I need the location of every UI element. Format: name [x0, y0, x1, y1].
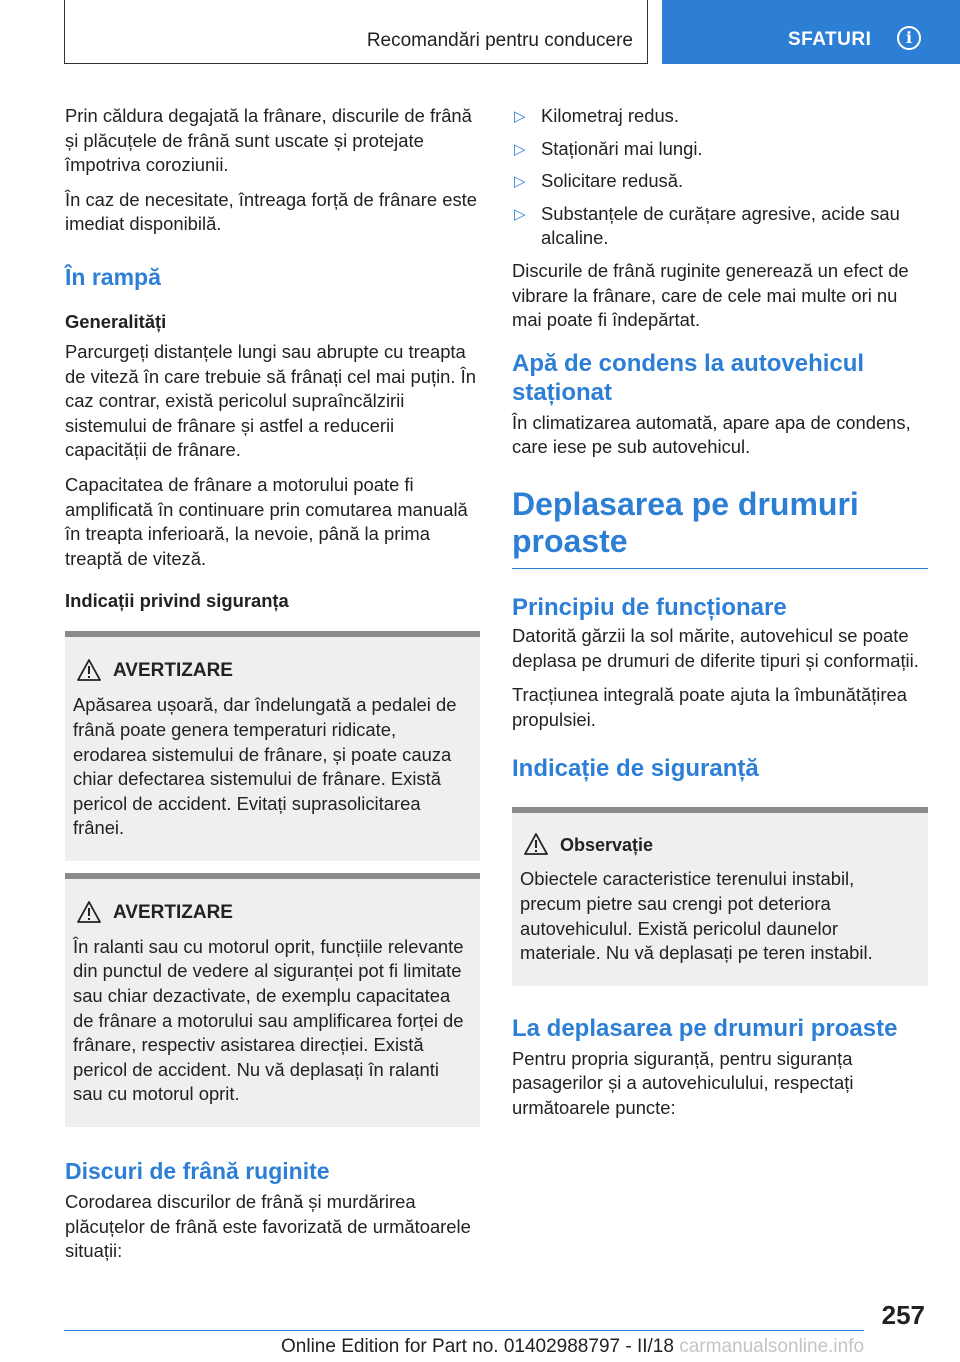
header-section-box [64, 0, 648, 64]
heading-condensation: Apă de condens la autovehicul staționat [512, 349, 865, 406]
paragraph: Capacitatea de frânare a motorului poate fi amplificată în continuare prin comutarea manuală în treapta inferioară, la nevoie, până la prima treaptă de viteză. [65, 473, 468, 569]
list-item: ▷ Kilometraj redus. [512, 104, 928, 129]
paragraph: Corodarea discurilor de frână și murdărirea plăcuțelor de frână este favorizată de următoarele situații: [65, 1191, 471, 1262]
paragraph: Tracțiunea integrală poate ajuta la îmbunătățirea propulsiei. [512, 684, 907, 730]
paragraph: Datorită gărzii la sol mărite, autovehicul se poate deplasa pe drumuri de diferite tipuri și conformații. [512, 624, 919, 671]
note-text: Obiectele caracteristice terenului instabil, precum pietre sau crengi pot deteriora autovehiculul. Există pericolul daunelor materiale. Nu vă deplasați pe teren instabil. [520, 868, 873, 964]
warning-text: Apăsarea ușoară, dar îndelungată a pedalei de frână poate genera temperaturi ridicate, erodarea sistemului de frânare, și poate cauza chiar defectarea sistemului de frânare. Există pericol de accident. Evitați suprasolicitarea frânei. [73, 694, 457, 839]
list-item: ▷ Solicitare redusă. [512, 169, 928, 194]
list-item: ▷ Staționări mai lungi. [512, 137, 928, 162]
note-title: Observație [560, 835, 654, 856]
paragraph: În caz de necesitate, întreaga forță de frânare este imediat disponibilă. [65, 188, 478, 235]
header-chapter-title: SFATURI [788, 29, 872, 50]
right-column [512, 104, 928, 1130]
heading-driving-rough-roads: La deplasarea pe drumuri proaste [512, 1014, 898, 1042]
left-column [65, 104, 480, 1274]
heading-safety-notes: Indicații privind siguranța [65, 590, 289, 612]
triangle-bullet-icon: ▷ [514, 173, 526, 191]
footer-divider [64, 1330, 864, 1331]
header-section-title: Recomandări pentru conducere [366, 30, 633, 51]
warning-triangle-icon [77, 901, 101, 923]
watermark: carmanualsonline.info [679, 1336, 865, 1357]
warning-box [65, 631, 480, 861]
heading-rusty-discs: Discuri de frână ruginite [65, 1158, 330, 1185]
paragraph: În climatizarea automată, apare apa de condens, care iese pe sub autovehicul. [512, 411, 911, 458]
triangle-bullet-icon: ▷ [514, 205, 526, 223]
warning-title: AVERTIZARE [113, 660, 233, 682]
warning-title-row [73, 659, 472, 683]
note-title-row [520, 833, 920, 857]
list-item: ▷ Substanțele de curățare agresive, acide sau alcaline. [514, 202, 900, 249]
page-number: 257 [881, 1300, 925, 1330]
paragraph: Prin căldura degajată la frânare, discurile de frână și plăcuțele de frână sunt uscate și protejate împotriva coroziunii. [65, 105, 472, 176]
condition-list [512, 104, 928, 251]
note-box [512, 807, 928, 985]
warning-title: AVERTIZARE [113, 901, 233, 923]
warning-triangle-icon [524, 833, 548, 855]
paragraph: Parcurgeți distanțele lungi sau abrupte cu treapta de viteză în care trebuie să frânați cel mai puțin. În caz contrar, există pericolul supraîncălzirii sistemului de frânare și astfel a reducerii capacității de frânare. [65, 340, 476, 461]
paragraph: Pentru propria siguranță, pentru siguranța pasagerilor și a autovehiculului, respectați următoarele puncte: [512, 1047, 854, 1118]
warning-text: În ralanti sau cu motorul oprit, funcțiile relevante din punctul de vedere al siguranței pot fi limitate sau chiar dezactivate, de exemplu capacitatea de frânare a motorului sau amplificarea forței de frânare, respectiv asistarea direcției. Există pericol de accident. Nu vă deplasați în ralanti sau cu motorul oprit. [73, 935, 464, 1105]
info-icon: i [897, 26, 921, 50]
warning-triangle-icon [77, 659, 101, 681]
heading-operating-principle: Principiu de funcționare [512, 593, 787, 621]
header-chapter-tab[interactable] [662, 0, 960, 64]
heading-general: Generalități [65, 310, 167, 332]
paragraph: Discurile de frână ruginite generează un efect de vibrare la frânare, care de cele mai multe ori nu mai poate fi îndepărtat. [512, 259, 909, 331]
warning-title-row [73, 901, 472, 925]
triangle-bullet-icon: ▷ [514, 140, 526, 158]
footer-edition: Online Edition for Part no. 01402988797 - II/18 carmanualsonline.info [281, 1336, 865, 1357]
heading-ramp: În rampă [65, 263, 161, 290]
heading-safety-note: Indicație de siguranță [512, 755, 759, 783]
heading-rough-roads: Deplasarea pe drumuri proaste [512, 486, 928, 569]
warning-box [65, 873, 480, 1127]
triangle-bullet-icon: ▷ [514, 108, 526, 125]
